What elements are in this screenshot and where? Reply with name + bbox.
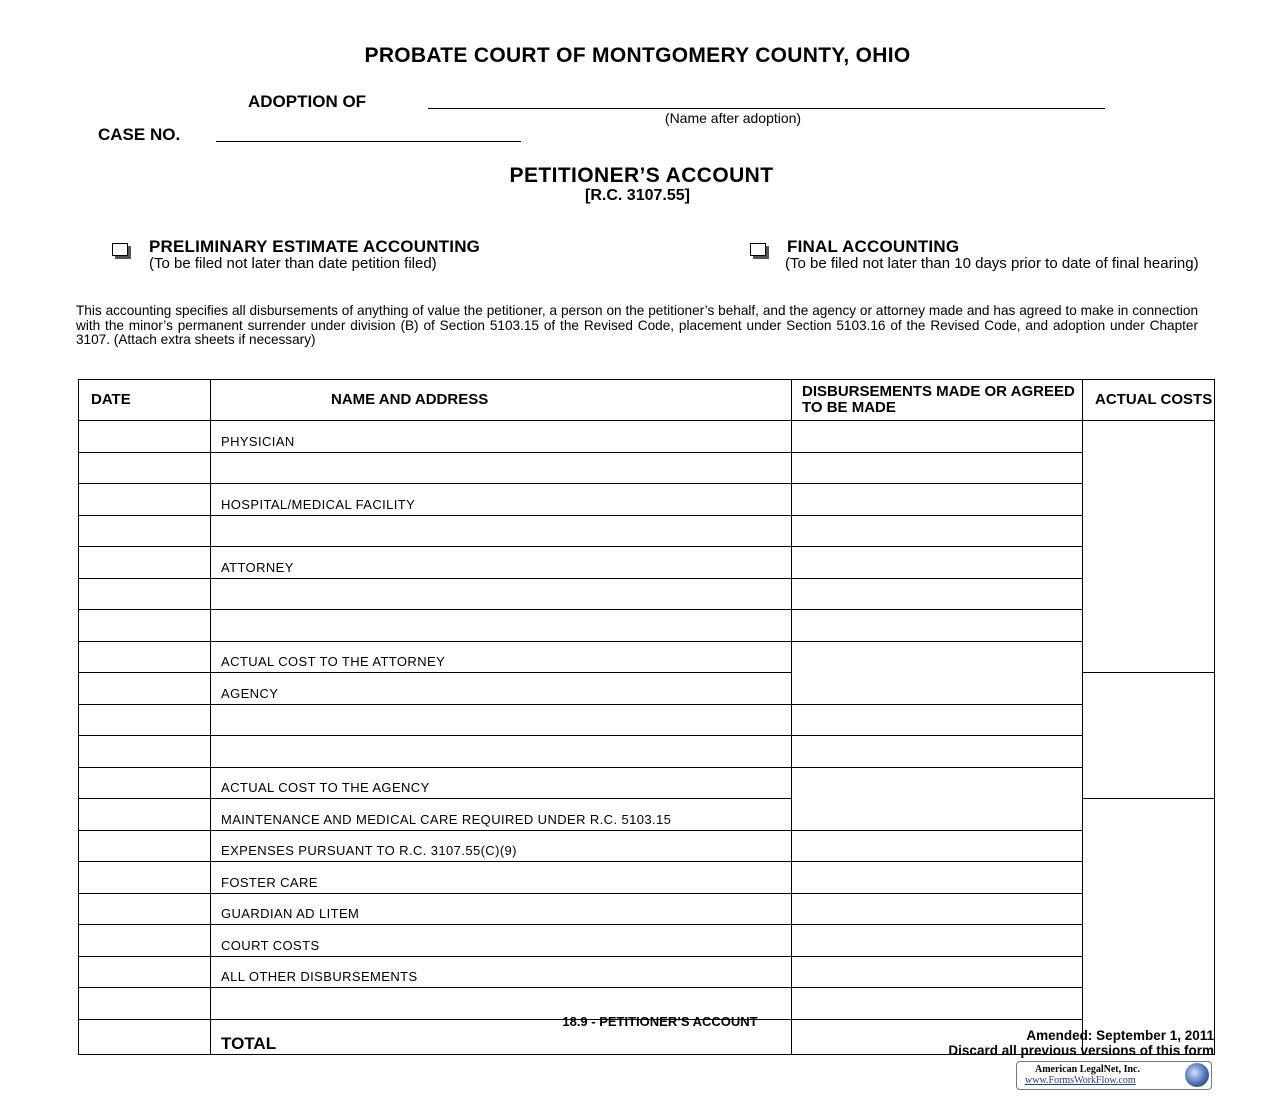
name-cell[interactable]: EXPENSES PURSUANT TO R.C. 3107.55(C)(9) — [211, 830, 792, 862]
logo-company: American LegalNet, Inc. — [1035, 1064, 1140, 1075]
final-title: FINAL ACCOUNTING — [787, 237, 960, 256]
table-row — [79, 704, 1215, 736]
date-cell[interactable] — [79, 893, 211, 925]
date-cell[interactable] — [79, 452, 211, 484]
disbursement-cell[interactable] — [792, 547, 1083, 579]
preliminary-checkbox[interactable] — [112, 243, 128, 256]
date-cell[interactable] — [79, 799, 211, 831]
preliminary-title: PRELIMINARY ESTIMATE ACCOUNTING — [149, 237, 481, 256]
globe-icon — [1185, 1063, 1209, 1087]
disbursement-cell[interactable] — [792, 956, 1083, 988]
table-row — [79, 736, 1215, 768]
disbursement-cell[interactable] — [792, 484, 1083, 516]
actual-cost-cell-attorney-group[interactable] — [1083, 421, 1215, 673]
name-cell[interactable] — [211, 736, 792, 768]
name-cell[interactable] — [211, 452, 792, 484]
intro-paragraph: This accounting specifies all disbursements of anything of value the petitioner, a person on the petitioner’s behalf, and the agency or attorney made and has agreed to make in connection with the minor’s permanent surrender under division (B) of Section 5103.15 of the Revised Code, placement under Section 5103.16 of the Revised Code, and adoption under Chapter 3107. (Attach extra sheets if necessary) — [76, 303, 1198, 348]
name-cell[interactable]: ACTUAL COST TO THE ATTORNEY — [211, 641, 792, 673]
table-row — [79, 641, 1215, 673]
date-cell[interactable] — [79, 421, 211, 453]
header-actual-costs: ACTUAL COSTS — [1083, 380, 1215, 421]
disbursement-cell[interactable] — [792, 767, 1083, 830]
table-row — [79, 862, 1215, 894]
form-code: 18.9 - PETITIONER’S ACCOUNT — [562, 1014, 758, 1029]
header-disbursements: DISBURSEMENTS MADE OR AGREED TO BE MADE — [792, 380, 1083, 421]
disbursement-cell[interactable] — [792, 578, 1083, 610]
table-row — [79, 830, 1215, 862]
page-title: PETITIONER’S ACCOUNT — [509, 164, 774, 187]
table-row — [79, 547, 1215, 579]
preliminary-note: (To be filed not later than date petition filed) — [149, 255, 437, 272]
date-cell[interactable] — [79, 547, 211, 579]
date-cell[interactable] — [79, 515, 211, 547]
discard-notice: Discard all previous versions of this form — [948, 1043, 1214, 1058]
american-legalnet-logo[interactable] — [1016, 1061, 1212, 1090]
date-cell[interactable] — [79, 830, 211, 862]
amended-date: Amended: September 1, 2011 — [1026, 1028, 1214, 1043]
name-cell[interactable]: PHYSICIAN — [211, 421, 792, 453]
name-cell[interactable] — [211, 578, 792, 610]
adoption-of-label: ADOPTION OF — [248, 92, 367, 111]
date-cell[interactable] — [79, 767, 211, 799]
disbursement-cell[interactable] — [792, 893, 1083, 925]
adoption-name-field[interactable] — [428, 108, 1105, 109]
date-cell[interactable] — [79, 610, 211, 642]
disbursement-cell[interactable] — [792, 610, 1083, 642]
table-row — [79, 925, 1215, 957]
date-cell[interactable] — [79, 578, 211, 610]
disbursement-cell[interactable] — [792, 452, 1083, 484]
table-row — [79, 515, 1215, 547]
table-row — [79, 452, 1215, 484]
name-cell[interactable]: AGENCY — [211, 673, 792, 705]
table-row — [79, 767, 1215, 799]
disbursement-cell[interactable] — [792, 421, 1083, 453]
adoption-name-hint: (Name after adoption) — [664, 110, 802, 126]
name-cell[interactable]: HOSPITAL/MEDICAL FACILITY — [211, 484, 792, 516]
date-cell[interactable] — [79, 704, 211, 736]
disbursement-cell[interactable] — [792, 515, 1083, 547]
date-cell[interactable] — [79, 673, 211, 705]
disbursement-cell[interactable] — [792, 862, 1083, 894]
name-cell[interactable] — [211, 515, 792, 547]
name-cell[interactable]: FOSTER CARE — [211, 862, 792, 894]
table-row — [79, 956, 1215, 988]
logo-url[interactable]: www.FormsWorkFlow.com — [1025, 1075, 1136, 1086]
disbursement-cell[interactable] — [792, 736, 1083, 768]
table-row — [79, 484, 1215, 516]
table-row — [79, 421, 1215, 453]
disbursement-cell[interactable] — [792, 925, 1083, 957]
case-no-label: CASE NO. — [98, 125, 181, 144]
total-label: TOTAL — [211, 1019, 792, 1054]
date-cell[interactable] — [79, 862, 211, 894]
final-note: (To be filed not later than 10 days prior to date of final hearing) — [785, 255, 1199, 272]
table-row — [79, 578, 1215, 610]
table-row — [79, 610, 1215, 642]
account-table — [78, 379, 1215, 1055]
name-cell[interactable]: COURT COSTS — [211, 925, 792, 957]
name-cell[interactable] — [211, 704, 792, 736]
date-cell[interactable] — [79, 925, 211, 957]
date-cell[interactable] — [79, 484, 211, 516]
date-cell[interactable] — [79, 641, 211, 673]
name-cell[interactable]: ALL OTHER DISBURSEMENTS — [211, 956, 792, 988]
name-cell[interactable]: ATTORNEY — [211, 547, 792, 579]
court-name: PROBATE COURT OF MONTGOMERY COUNTY, OHIO — [364, 44, 911, 67]
name-cell[interactable]: MAINTENANCE AND MEDICAL CARE REQUIRED UNDER R.C. 5103.15 — [211, 799, 792, 831]
actual-cost-cell-agency-group[interactable] — [1083, 673, 1215, 799]
name-cell[interactable]: ACTUAL COST TO THE AGENCY — [211, 767, 792, 799]
disbursement-cell[interactable] — [792, 830, 1083, 862]
name-cell[interactable]: GUARDIAN AD LITEM — [211, 893, 792, 925]
date-cell[interactable] — [79, 956, 211, 988]
disbursement-cell[interactable] — [792, 641, 1083, 704]
date-cell[interactable] — [79, 736, 211, 768]
disbursement-cell[interactable] — [792, 704, 1083, 736]
case-no-field[interactable] — [216, 141, 521, 142]
table-row — [79, 893, 1215, 925]
header-name-address: NAME AND ADDRESS — [211, 380, 792, 421]
header-date: DATE — [79, 380, 211, 421]
statute-reference: [R.C. 3107.55] — [585, 187, 690, 204]
name-cell[interactable] — [211, 610, 792, 642]
final-checkbox[interactable] — [750, 243, 766, 256]
amended-block — [948, 1028, 1214, 1058]
